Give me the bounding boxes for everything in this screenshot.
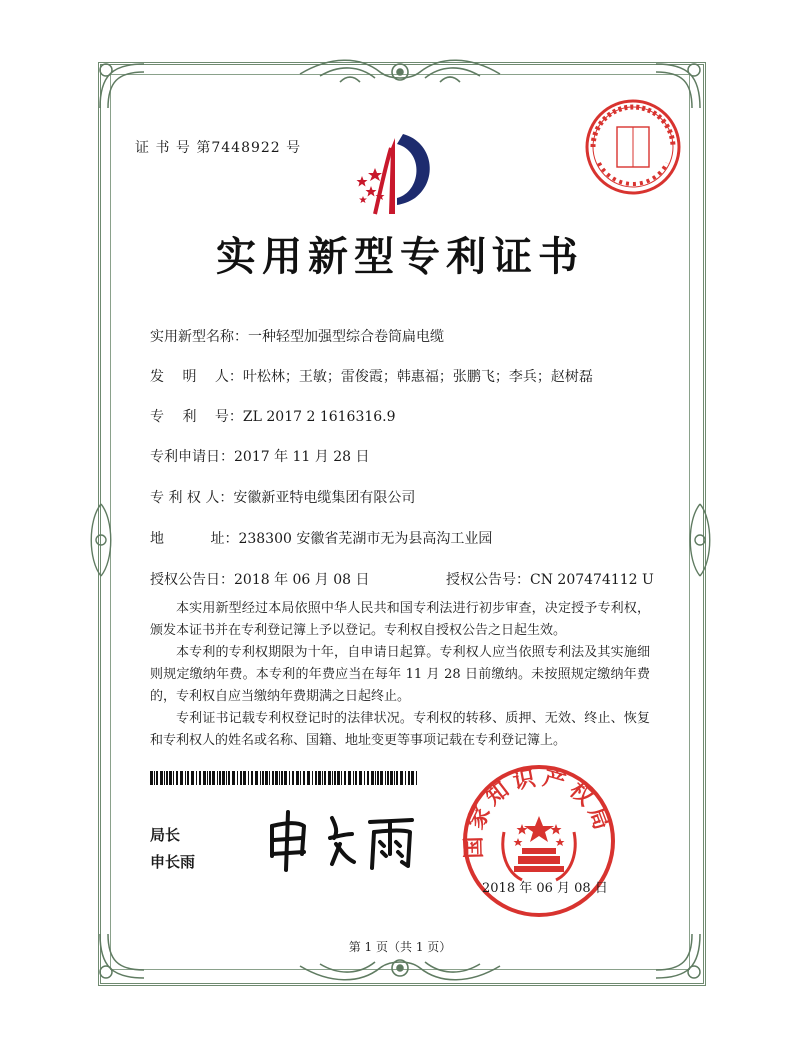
address-label: 地 址： xyxy=(150,531,239,547)
apply-date-value: 2017 年 11 月 28 日 xyxy=(234,449,370,465)
patent-no-value: ZL 2017 2 1616316.9 xyxy=(242,409,396,425)
patent-no-label: 专 利 号： xyxy=(150,409,243,425)
paragraph: 本实用新型经过本局依照中华人民共和国专利法进行初步审查，决定授予专利权，颁发本证书并在专利登记簿上予以登记。专利权自授权公告之日起生效。 xyxy=(150,601,650,638)
paragraph: 专利证书记载专利权登记时的法律状况。专利权的转移、质押、无效、终止、恢复和专利权人的姓名或名称、国籍、地址变更等事项记载在专利登记簿上。 xyxy=(150,711,650,748)
director-title: 局长 xyxy=(150,826,181,844)
seal-text: 国家知识产权局 xyxy=(461,765,616,859)
page-footer: 第 1 页（共 1 页） xyxy=(348,940,452,954)
address-value: 238300 安徽省芜湖市无为县高沟工业园 xyxy=(238,531,493,547)
utility-name-label: 实用新型名称： xyxy=(150,329,248,345)
inventors-label: 发 明 人： xyxy=(150,369,243,385)
tax-stamp-seal-icon xyxy=(583,97,683,197)
address-row xyxy=(150,528,492,548)
utility-name-row xyxy=(150,326,444,346)
patentee-label: 专 利 权 人： xyxy=(150,490,234,506)
director-signature-icon xyxy=(262,808,422,872)
side-ornament-icon xyxy=(685,500,715,580)
inventors-value: 叶松林；王敏；雷俊霞；韩惠福；张鹏飞；李兵；赵树磊 xyxy=(242,369,593,385)
corner-ornament-icon xyxy=(92,56,152,116)
grant-no-label: 授权公告号： xyxy=(446,572,530,588)
svg-text:国家知识产权局 xyxy=(462,765,616,859)
patent-no-row xyxy=(150,406,396,426)
director-name: 申长雨 xyxy=(150,853,196,871)
grant-no-row xyxy=(446,569,654,589)
grant-date-row xyxy=(150,569,370,589)
corner-ornament-icon xyxy=(92,926,152,986)
grant-date-label: 授权公告日： xyxy=(150,572,234,588)
barcode-icon xyxy=(150,771,420,785)
inventors-row xyxy=(150,366,593,386)
grant-no-value: CN 207474112 U xyxy=(530,572,654,588)
apply-date-row xyxy=(150,446,370,466)
patentee-row xyxy=(150,487,415,507)
corner-ornament-icon xyxy=(648,926,708,986)
paragraph: 本专利的专利权期限为十年，自申请日起算。专利权人应当依照专利法及其实施细则规定缴纳年费。本专利的年费应当在每年 11 月 28 日前缴纳。未按照规定缴纳年费的，专利权自应当缴纳年费期满之日起终止。 xyxy=(150,645,650,704)
seal-date: 2018 年 06 月 08 日 xyxy=(482,881,608,896)
utility-name-value: 一种轻型加强型综合卷筒扁电缆 xyxy=(248,329,444,345)
side-ornament-icon xyxy=(86,500,116,580)
certificate-title: 实用新型专利证书 xyxy=(216,233,584,280)
top-ornament-icon xyxy=(280,52,520,92)
office-seal-icon xyxy=(460,762,618,920)
grant-date-value: 2018 年 06 月 08 日 xyxy=(234,572,370,588)
patent-office-logo-icon xyxy=(345,128,445,220)
patentee-value: 安徽新亚特电缆集团有限公司 xyxy=(233,490,416,506)
certificate-number: 证 书 号 第7448922 号 xyxy=(135,140,302,156)
apply-date-label: 专利申请日： xyxy=(150,449,234,465)
